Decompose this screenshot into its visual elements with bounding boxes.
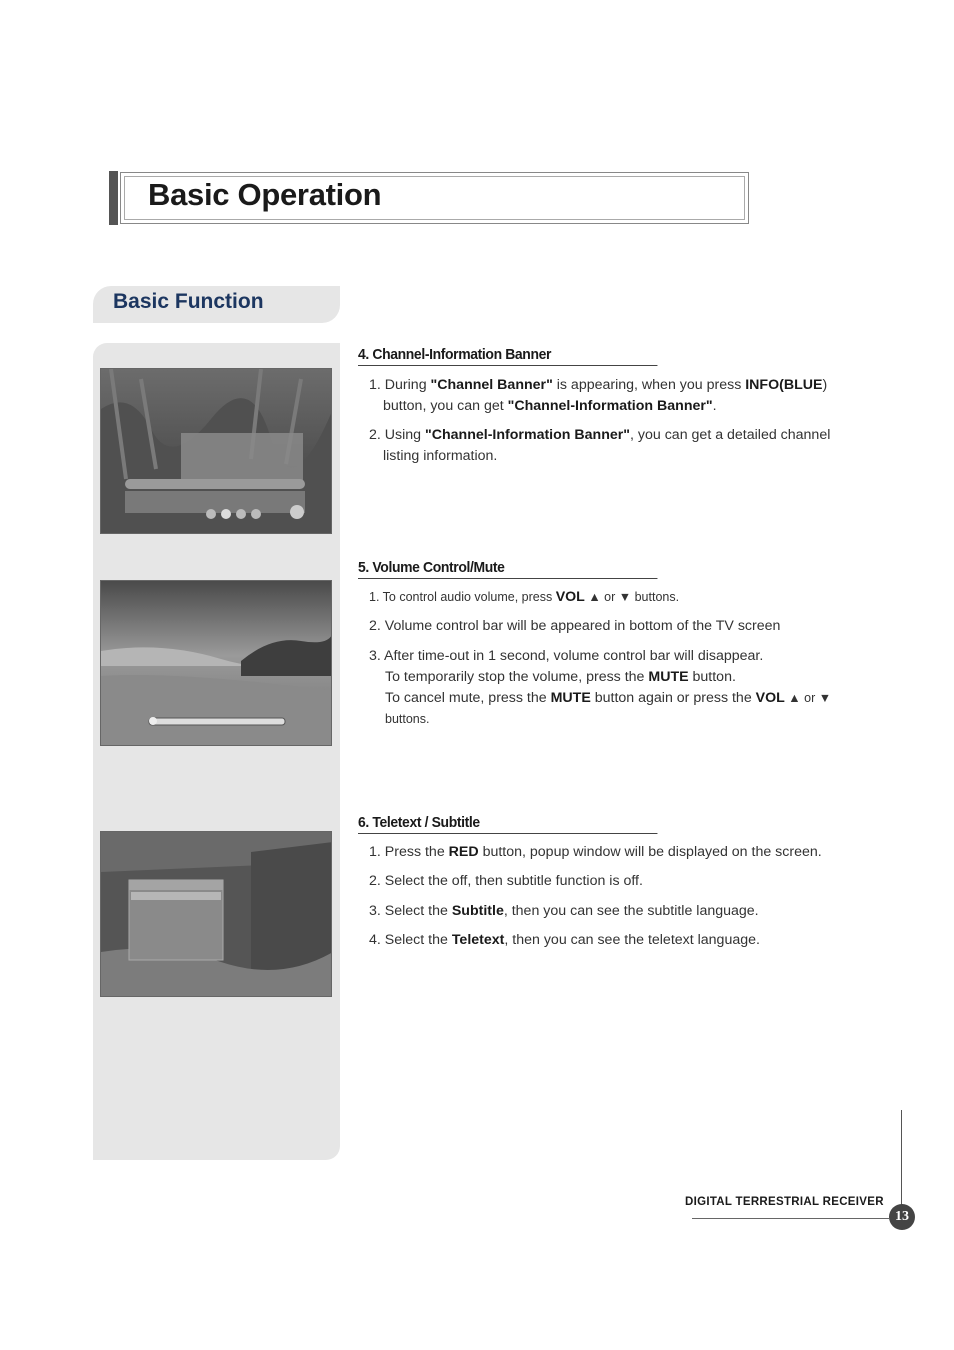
section-title: Basic Function	[113, 290, 264, 313]
list-item: 3. After time-out in 1 second, volume control bar will disappear. To temporarily stop the volume, press the MUTE button. To cancel mute, press the MUTE button again or press the VOL ▲ or ▼ buttons.	[369, 648, 832, 726]
list-item: 4. Select the Teletext, then you can see the teletext language.	[369, 932, 760, 948]
volume-control-screenshot	[100, 580, 332, 746]
heading-teletext-subtitle: 6. Teletext / Subtitle	[358, 814, 657, 834]
subtitle-popup-screenshot	[100, 831, 332, 997]
footer-rule	[692, 1218, 889, 1219]
footer-product-name: DIGITAL TERRESTRIAL RECEIVER	[685, 1196, 884, 1208]
heading-channel-information-banner: 4. Channel-Information Banner	[358, 346, 657, 366]
list-item: 2. Select the off, then subtitle function is off.	[369, 873, 643, 889]
page-title: Basic Operation	[148, 177, 382, 212]
heading-volume-control-mute: 5. Volume Control/Mute	[358, 559, 657, 579]
page-number: 13	[889, 1204, 915, 1230]
footer-vertical-rule	[901, 1110, 902, 1208]
list-item: 1. To control audio volume, press VOL ▲ or ▼ buttons.	[369, 589, 680, 605]
list-item: 1. Press the RED button, popup window will be displayed on the screen.	[369, 844, 822, 860]
title-accent-bar	[109, 171, 118, 225]
list-item: 2. Volume control bar will be appeared in bottom of the TV screen	[369, 618, 781, 634]
channel-banner-screenshot	[100, 368, 332, 534]
list-item: 3. Select the Subtitle, then you can see the subtitle language.	[369, 903, 759, 919]
list-item: 1. During "Channel Banner" is appearing, when you press INFO(BLUE) button, you can get "Channel-Information Banner".	[369, 377, 828, 414]
list-item: 2. Using "Channel-Information Banner", you can get a detailed channel listing information.	[369, 427, 831, 464]
